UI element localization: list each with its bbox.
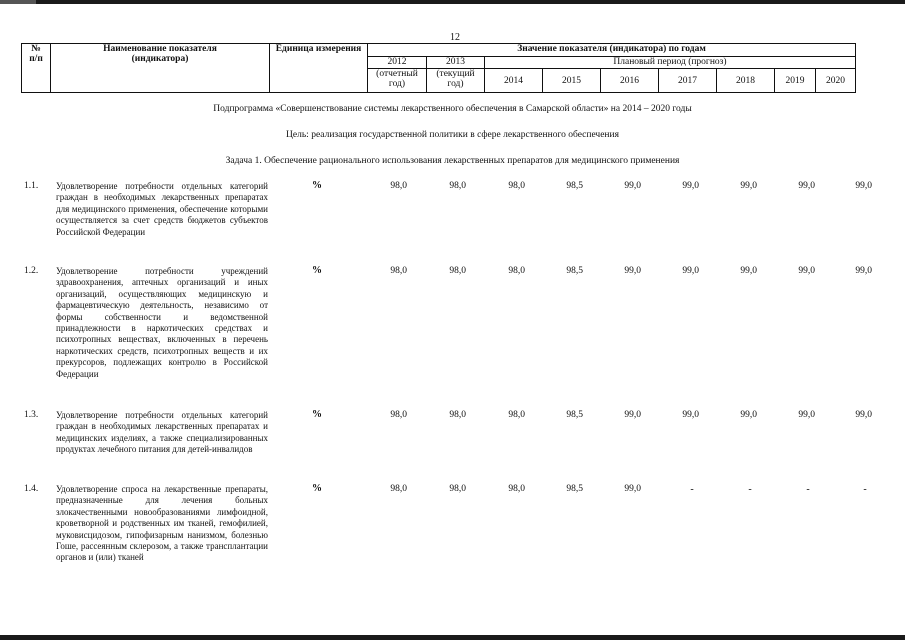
page-number: 12 bbox=[450, 32, 460, 43]
row-value-2015: 98,5 bbox=[566, 410, 583, 420]
row-value-2016: 99,0 bbox=[624, 410, 641, 420]
header-year-2013: 2013 bbox=[427, 56, 485, 69]
row-value-2016: 99,0 bbox=[624, 484, 641, 494]
row-value-2012: 98,0 bbox=[390, 181, 407, 191]
row-value-2019: - bbox=[806, 484, 810, 495]
row-unit: % bbox=[312, 180, 322, 191]
header-year: 2016 bbox=[601, 69, 659, 93]
row-indicator-name: Удовлетворение потребности отдельных категорий граждан в необходимых лекарственных препаратах и медицинских изделиях, а также специализированных продуктах лечебного питания для детей-инвалидов bbox=[56, 410, 268, 455]
row-value-2015: 98,5 bbox=[566, 484, 583, 494]
scan-bottom-border bbox=[0, 635, 905, 640]
row-value-2012: 98,0 bbox=[390, 410, 407, 420]
row-number: 1.4. bbox=[24, 484, 39, 494]
header-year: 2015 bbox=[543, 69, 601, 93]
header-year: 2020 bbox=[816, 69, 856, 93]
row-number: 1.2. bbox=[24, 266, 39, 276]
row-value-2014: 98,0 bbox=[508, 410, 525, 420]
row-value-2019: 99,0 bbox=[798, 181, 815, 191]
row-unit: % bbox=[312, 409, 322, 420]
row-number: 1.1. bbox=[24, 181, 39, 191]
row-unit: % bbox=[312, 483, 322, 494]
row-value-2012: 98,0 bbox=[390, 484, 407, 494]
row-value-2013: 98,0 bbox=[449, 181, 466, 191]
header-year: 2017 bbox=[659, 69, 717, 93]
row-value-2015: 98,5 bbox=[566, 181, 583, 191]
indicator-header-table bbox=[21, 43, 856, 93]
row-value-2014: 98,0 bbox=[508, 484, 525, 494]
row-value-2012: 98,0 bbox=[390, 266, 407, 276]
row-value-2013: 98,0 bbox=[449, 410, 466, 420]
header-year-2012: 2012 bbox=[368, 56, 427, 69]
row-indicator-name: Удовлетворение потребности отдельных категорий граждан в необходимых лекарственных препаратах для медицинского применения, обеспечение которыми осуществляется за счет средств бюджетов субъектов Российской Федерации bbox=[56, 181, 268, 237]
row-value-2018: 99,0 bbox=[740, 266, 757, 276]
row-value-2020: - bbox=[863, 484, 867, 495]
header-number: № п/п bbox=[22, 44, 51, 93]
row-number: 1.3. bbox=[24, 410, 39, 420]
goal-line: Цель: реализация государственной политики в сфере лекарственного обеспечения bbox=[286, 130, 619, 140]
row-value-2016: 99,0 bbox=[624, 181, 641, 191]
scan-corner-mark bbox=[0, 0, 36, 4]
row-value-2013: 98,0 bbox=[449, 484, 466, 494]
subprogram-title: Подпрограмма «Совершенствование системы лекарственного обеспечения в Самарской области» на 2014 – 2020 годы bbox=[213, 104, 692, 114]
row-value-2020: 99,0 bbox=[855, 181, 872, 191]
row-value-2013: 98,0 bbox=[449, 266, 466, 276]
row-value-2019: 99,0 bbox=[798, 266, 815, 276]
row-unit: % bbox=[312, 265, 322, 276]
row-value-2019: 99,0 bbox=[798, 410, 815, 420]
row-value-2017: - bbox=[690, 484, 694, 495]
row-value-2017: 99,0 bbox=[682, 266, 699, 276]
row-value-2018: 99,0 bbox=[740, 181, 757, 191]
scan-top-border bbox=[0, 0, 905, 4]
row-value-2020: 99,0 bbox=[855, 266, 872, 276]
row-value-2015: 98,5 bbox=[566, 266, 583, 276]
row-indicator-name: Удовлетворение потребности учреждений здравоохранения, аптечных организаций и иных организаций, осуществляющих медицинскую и фармацевтическую деятельность, независимо от формы собственности и ведомственной принадлежности в наркотических средствах и психотропных веществах, включенных в перечень наркотических средств, психотропных веществ и их прекурсоров, подлежащих контролю в Российской Федерации bbox=[56, 266, 268, 379]
header-2012-note: (отчетный год) bbox=[368, 69, 427, 93]
row-value-2014: 98,0 bbox=[508, 266, 525, 276]
header-indicator-name: Наименование показателя (индикатора) bbox=[51, 44, 270, 93]
row-indicator-name: Удовлетворение спроса на лекарственные препараты, предназначенные для лечения больных злокачественными новообразованиями лимфоидной, кроветворной и родственных им тканей, гемофилией, муковисцидозом, гипофизарным нанизмом, болезнью Гоше, рассеянным склерозом, а также трансплантации органов и (или) тканей bbox=[56, 484, 268, 563]
header-unit: Единица измерения bbox=[270, 44, 368, 93]
row-value-2014: 98,0 bbox=[508, 181, 525, 191]
task-line: Задача 1. Обеспечение рационального использования лекарственных препаратов для медицинского применения bbox=[225, 156, 680, 166]
row-value-2017: 99,0 bbox=[682, 181, 699, 191]
header-values-by-year: Значение показателя (индикатора) по годам bbox=[368, 44, 856, 57]
row-value-2018: - bbox=[748, 484, 752, 495]
header-planning-period: Плановый период (прогноз) bbox=[485, 56, 856, 69]
row-value-2020: 99,0 bbox=[855, 410, 872, 420]
row-value-2017: 99,0 bbox=[682, 410, 699, 420]
header-year: 2019 bbox=[775, 69, 816, 93]
row-value-2016: 99,0 bbox=[624, 266, 641, 276]
header-2013-note: (текущий год) bbox=[427, 69, 485, 93]
header-year: 2014 bbox=[485, 69, 543, 93]
row-value-2018: 99,0 bbox=[740, 410, 757, 420]
header-year: 2018 bbox=[717, 69, 775, 93]
